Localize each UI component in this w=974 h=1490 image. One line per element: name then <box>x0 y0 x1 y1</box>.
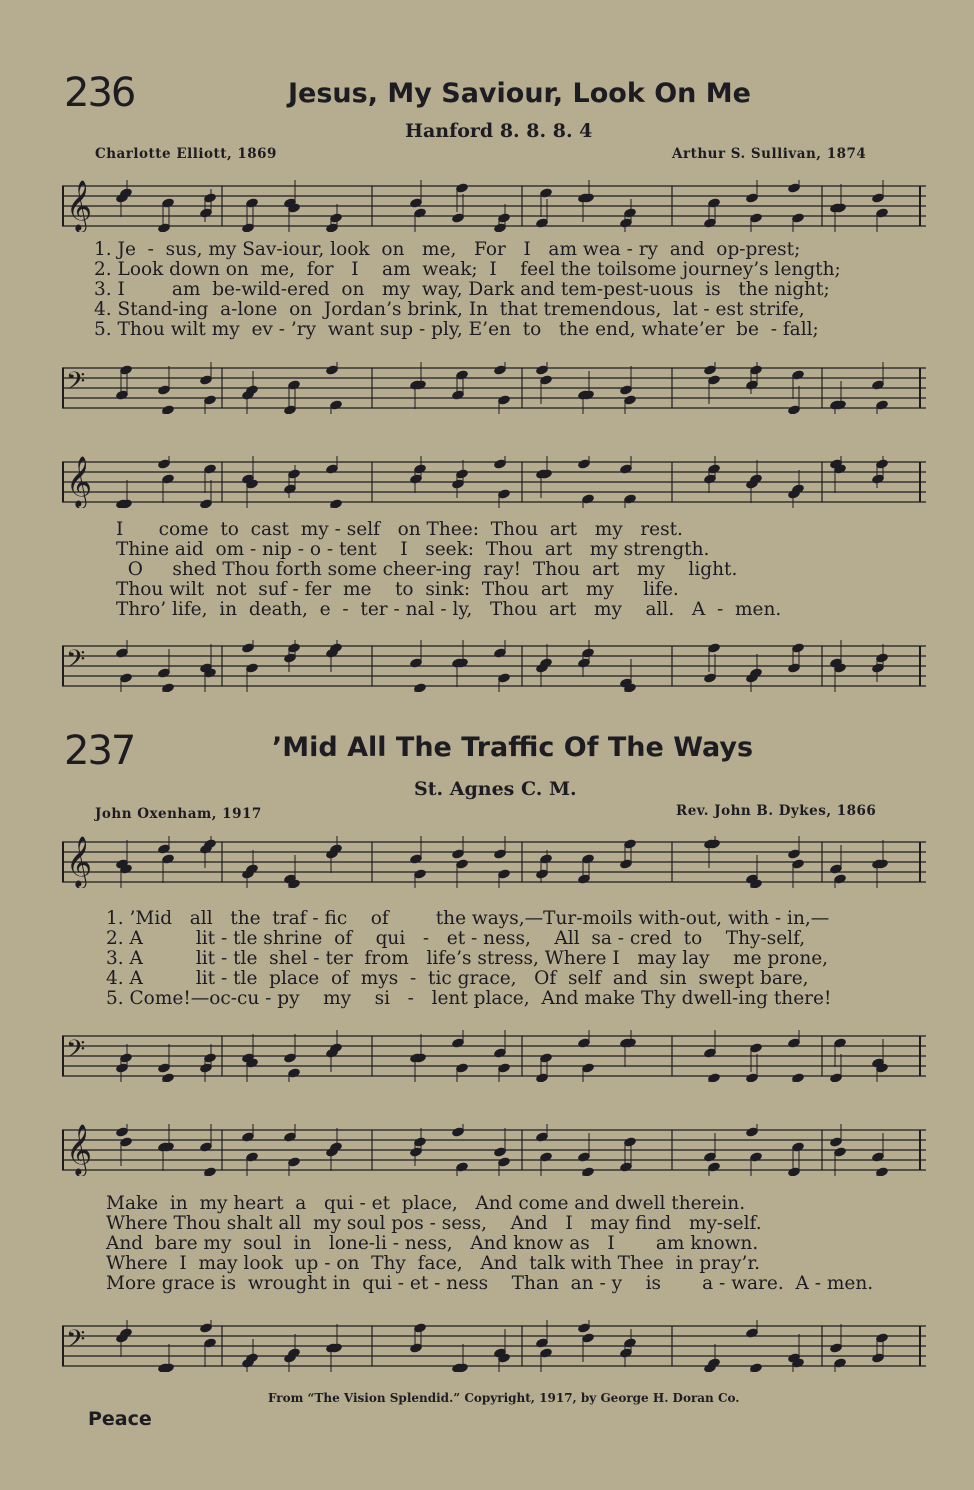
verse-line: Thine aid om - nip - o - tent I seek: Thou art my strength. <box>116 539 710 560</box>
treble-clef-icon: 𝄞 <box>66 456 93 507</box>
bass-clef-icon: 𝄢 <box>66 367 86 402</box>
verses-block <box>106 909 831 1009</box>
verses-block <box>106 1194 873 1294</box>
treble-staff <box>62 456 926 508</box>
tune-name: Hanford 8. 8. 8. 4 <box>405 120 593 142</box>
bass-clef-icon: 𝄢 <box>66 1325 86 1360</box>
treble-staff <box>62 1124 926 1176</box>
verse-line: Thro’ life, in death, e - ter - nal - ly, Thou art my all. A - men. <box>116 599 782 620</box>
composer-credit: Arthur S. Sullivan, 1874 <box>672 146 867 162</box>
hymn-title: Jesus, My Saviour, Look On Me <box>288 78 751 109</box>
hymn-number: 236 <box>64 70 135 116</box>
verse-line: 2. A lit - tle shrine of qui - et - ness, All sa - cred to Thy-self, <box>106 928 806 949</box>
copyright-note: From “The Vision Splendid.” Copyright, 1917, by George H. Doran Co. <box>268 1391 740 1405</box>
verse-line: Where I may look up - on Thy face, And talk with Thee in pray’r. <box>106 1253 761 1274</box>
verse-line: 2. Look down on me, for I am weak; I feel the toilsome journey’s length; <box>94 259 841 280</box>
hymn-title: ’Mid All The Traffic Of The Ways <box>272 732 754 763</box>
verse-line: 5. Come!—oc-cu - py my si - lent place, And make Thy dwell-ing there! <box>106 988 832 1009</box>
verse-line: 1. Je - sus, my Sav-iour, look on me, For I am wea - ry and op-prest; <box>94 239 801 260</box>
verse-line: 1. ’Mid all the traf - fic of the ways,—Tur-moils with-out, with - in,— <box>106 908 830 929</box>
verse-line: 5. Thou wilt my ev - ’ry want sup - ply, E’en to the end, whate’er be - fall; <box>94 319 819 340</box>
bass-staff <box>62 1030 926 1082</box>
verse-line: 3. I am be-wild-ered on my way, Dark and tem-pest-uous is the night; <box>94 279 830 300</box>
verses-block <box>94 240 841 340</box>
section-label: Peace <box>88 1408 152 1430</box>
verse-line: And bare my soul in lone-li - ness, And know as I am known. <box>106 1233 759 1254</box>
treble-staff <box>62 180 926 232</box>
verse-line: I come to cast my - self on Thee: Thou art my rest. <box>116 519 683 540</box>
bass-clef-icon: 𝄢 <box>66 645 86 680</box>
bass-staff <box>62 362 926 414</box>
verse-line: 4. A lit - tle place of mys - tic grace, Of self and sin swept bare, <box>106 968 809 989</box>
verses-block <box>116 520 781 620</box>
hymn-number: 237 <box>64 728 135 774</box>
treble-clef-icon: 𝄞 <box>66 1124 93 1175</box>
bass-staff <box>62 1320 926 1372</box>
treble-clef-icon: 𝄞 <box>66 836 93 887</box>
verse-line: Thou wilt not suf - fer me to sink: Thou art my life. <box>116 579 679 600</box>
author-credit: John Oxenham, 1917 <box>95 806 262 822</box>
verse-line: O shed Thou forth some cheer-ing ray! Thou art my light. <box>116 559 738 580</box>
treble-clef-icon: 𝄞 <box>66 180 93 231</box>
bass-staff <box>62 640 926 692</box>
verse-line: More grace is wrought in qui - et - ness Than an - y is a - ware. A - men. <box>106 1273 874 1294</box>
treble-staff <box>62 836 926 888</box>
composer-credit: Rev. John B. Dykes, 1866 <box>676 803 877 819</box>
verse-line: Make in my heart a qui - et place, And come and dwell therein. <box>106 1193 746 1214</box>
author-credit: Charlotte Elliott, 1869 <box>95 146 277 162</box>
verse-line: Where Thou shalt all my soul pos - sess, And I may find my-self. <box>106 1213 762 1234</box>
bass-clef-icon: 𝄢 <box>66 1035 86 1070</box>
verse-line: 4. Stand-ing a-lone on Jordan’s brink, In that tremendous, lat - est strife, <box>94 299 805 320</box>
verse-line: 3. A lit - tle shel - ter from life’s stress, Where I may lay me prone, <box>106 948 829 969</box>
tune-name: St. Agnes C. M. <box>414 778 577 800</box>
